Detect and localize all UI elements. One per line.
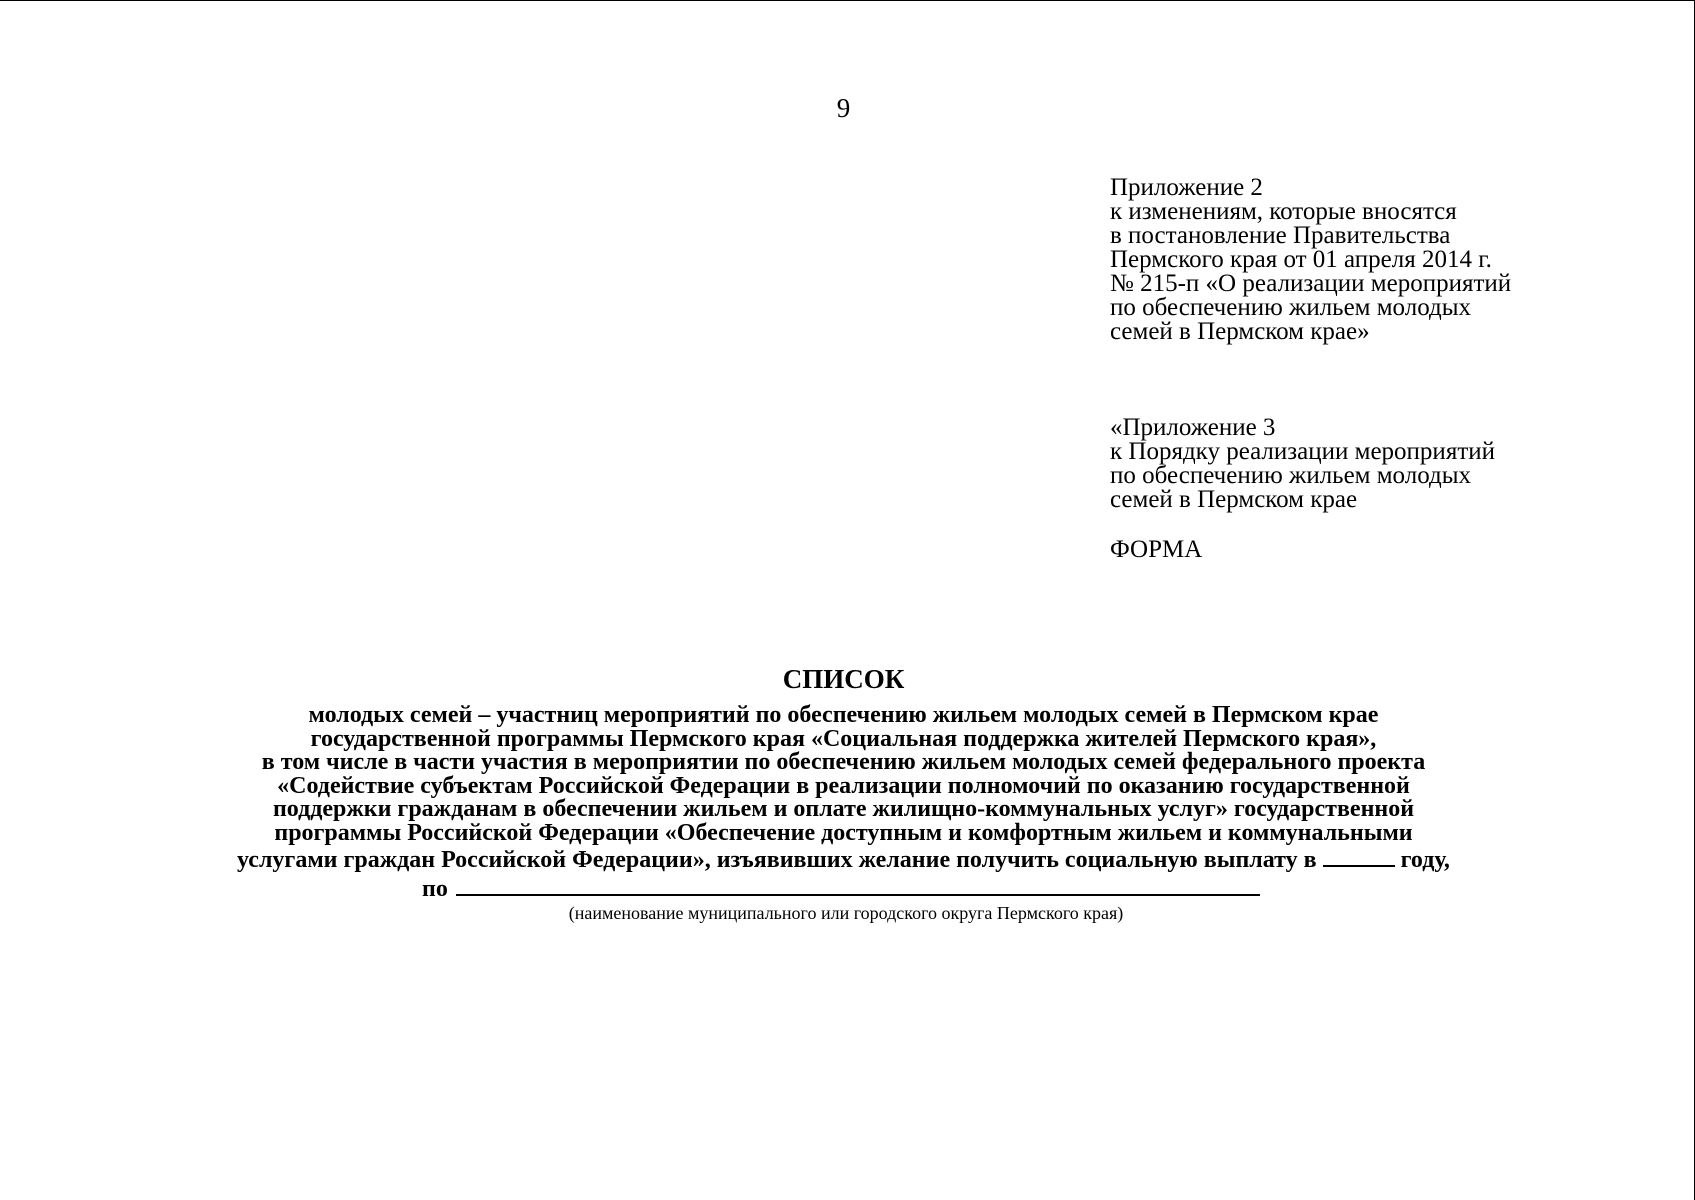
document-title: СПИСОК: [782, 664, 905, 694]
annex-3-line: к Порядку реализации мероприятий: [1110, 438, 1495, 465]
subtitle-year-suffix: году,: [1400, 847, 1450, 873]
po-label: по: [422, 876, 448, 902]
municipality-line: [422, 874, 1260, 902]
subtitle-line: «Содействие субъектам Российской Федерации в реализации полномочий по оказанию государственной: [277, 772, 1410, 799]
subtitle-last-line-text: услугами граждан Российской Федерации», изъявивших желание получить социальную выплату в: [237, 847, 1317, 873]
document-subtitle: [0, 704, 1687, 873]
annex-header-line: по обеспечению жильем молодых: [1110, 294, 1471, 321]
subtitle-line: программы Российской Федерации «Обеспечение доступным и комфортным жильем и коммунальными: [274, 819, 1413, 846]
annex-header-line: № 215-п «О реализации мероприятий: [1110, 270, 1512, 297]
annex-header: [1110, 176, 1670, 344]
form-label: ФОРМА: [1110, 536, 1203, 563]
subtitle-last-line: [0, 845, 1687, 873]
annex-header-line: семей в Пермском крае»: [1110, 318, 1370, 345]
page-number: 9: [836, 93, 851, 123]
annex-header-line: к изменениям, которые вносятся: [1110, 198, 1457, 225]
annex-header-line: Пермского края от 01 апреля 2014 г.: [1110, 246, 1492, 273]
annex-header-line: Приложение 2: [1110, 174, 1263, 201]
annex-3-line: по обеспечению жильем молодых: [1110, 462, 1471, 489]
year-blank-field[interactable]: [1323, 845, 1395, 867]
annex-3-header: [1110, 416, 1670, 512]
municipality-caption: (наименование муниципального или городского округа Пермского края): [568, 903, 1124, 923]
subtitle-line: молодых семей – участниц мероприятий по обеспечению жильем молодых семей в Пермском крае: [308, 702, 1379, 728]
subtitle-line: государственной программы Пермского края «Социальная поддержка жителей Пермского края»,: [310, 725, 1377, 752]
annex-header-line: в постановление Правительства: [1110, 222, 1451, 249]
municipality-blank-field[interactable]: [456, 874, 1260, 896]
annex-3-line: «Приложение 3: [1110, 414, 1276, 441]
subtitle-line: поддержки гражданам в обеспечении жильем и оплате жилищно-коммунальных услуг» государственной: [272, 796, 1415, 822]
annex-3-line: семей в Пермском крае: [1110, 486, 1358, 513]
subtitle-line: в том числе в части участия в мероприятии по обеспечению жильем молодых семей федерального проекта: [261, 749, 1426, 775]
